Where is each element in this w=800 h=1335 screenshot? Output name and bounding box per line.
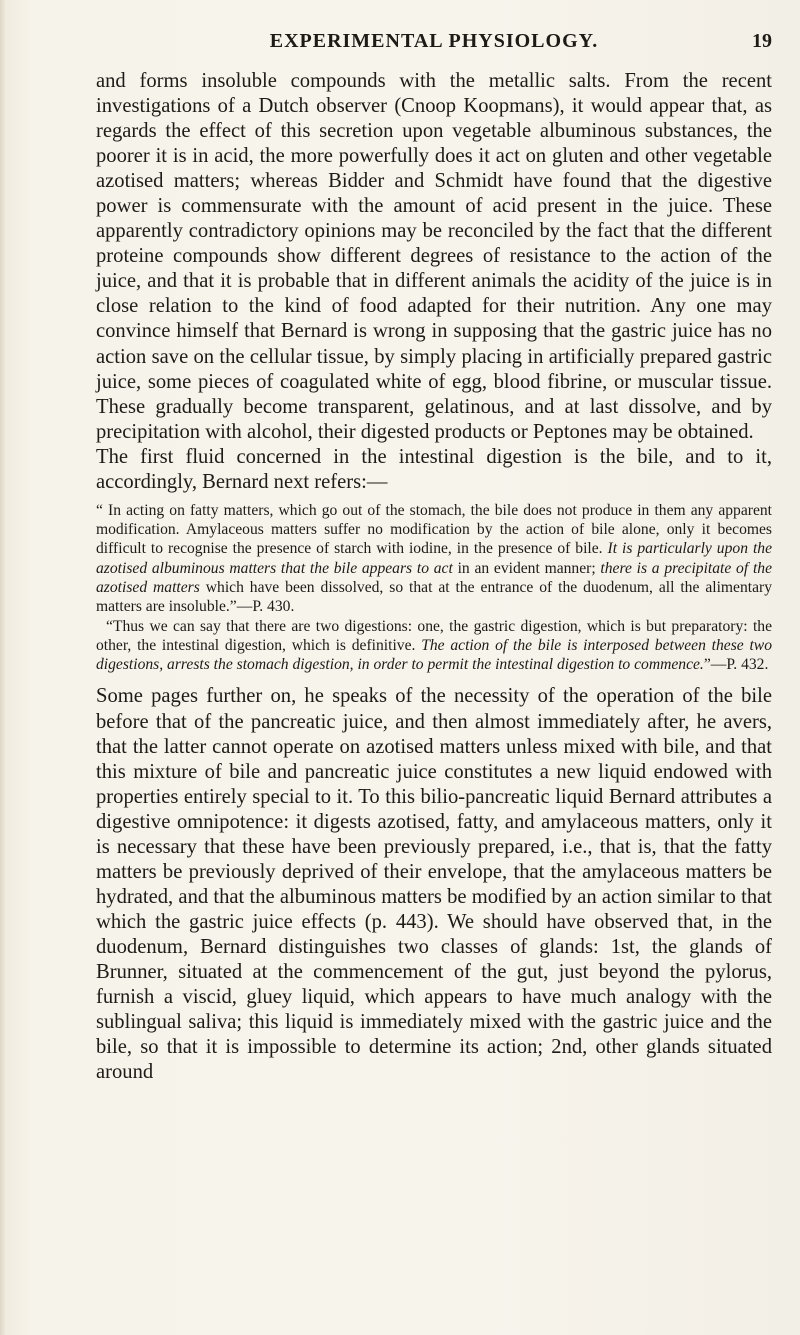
page-gutter-shadow (0, 0, 6, 1335)
quote-1 (96, 501, 772, 617)
page-header (96, 30, 772, 60)
paragraph-2: The first fluid concerned in the intestinal digestion is the bile, and to it, accordingly, Bernard next refers:— (96, 445, 772, 493)
quote-1-text: “ In acting on fatty matters, which go out of the stomach, the bile does not produce in them any apparent modification. Amylaceous matters suffer no modification by the action of bile alone, only it becomes difficult to recognise the presence of starch with iodine, in the presence of bile. (96, 501, 772, 558)
quote-1-text-b: in an evident manner; (452, 559, 601, 577)
paragraph-3: Some pages further on, he speaks of the necessity of the operation of the bile before that of the pancreatic juice, and then almost immediately after, he avers, that the latter cannot operate on azotised matters unless mixed with bile, and that this mixture of bile and pancreatic juice constitutes a new liquid endowed with properties entirely special to it. To this bilio-pancreatic liquid Bernard attributes a digestive omnipotence: it digests azotised, fatty, and amylaceous matters, only it is necessary that these have been previously prepared, i.e., that is, that the fatty matters be previously deprived of their envelope, that the amylaceous matters be hydrated, and that the albuminous matters be modified by an action similar to that which the gastric juice effects (p. 443). We should have observed that, in the duodenum, Bernard distinguishes two classes of glands: 1st, the glands of Brunner, situated at the commencement of the gut, just beyond the pylorus, furnish a viscid, gluey liquid, which appears to have much analogy with the sublingual saliva; this liquid is immediately mixed with the gastric juice and the bile, so that it is impossible to determine its action; 2nd, other glands situated around (96, 685, 772, 1084)
page-number: 19 (752, 30, 772, 52)
quote-1-italic-a: It is particularly upon the azotised albuminous matters that the bile appears to act (96, 540, 772, 577)
quote-1-italic-b: there is a precipitate of the azotised matters (96, 559, 772, 596)
quote-1-text-c: which have been dissolved, so that at the entrance of the duodenum, all the alimentary matters are insoluble.”—P. 430. (96, 578, 772, 616)
quote-2-text: “Thus we can say that there are two digestions: one, the gastric digestion, which is but preparatory: the other, the intestinal digestion, which is definitive. (96, 617, 772, 654)
quote-2-citation: ”—P. 432. (703, 656, 769, 674)
spacer (96, 674, 772, 684)
quote-2 (96, 617, 772, 675)
running-head: EXPERIMENTAL PHYSIOLOGY. (269, 30, 599, 52)
quote-2-italic: The action of the bile is interposed between these two digestions, arrests the stomach digestion, in order to permit the intestinal digestion to commence. (96, 636, 772, 674)
paragraph-1: and forms insoluble compounds with the metallic salts. From the recent investigations of a Dutch observer (Cnoop Koopmans), it would appear that, as regards the effect of this secretion upon vegetable albuminous substances, the poorer it is in acid, the more powerfully does it act on gluten and other vegetable azotised matters; whereas Bidder and Schmidt have found that the digestive power is commensurate with the amount of acid present in the juice. These apparently contradictory opinions may be reconciled by the fact that the different proteine compounds show different degrees of resistance to the action of the juice, and that it is probable that in different animals the acidity of the juice is in close relation to the kind of food adapted for their nutrition. Any one may convince himself that Bernard is wrong in supposing that the gastric juice has no action save on the cellular tissue, by simply placing in artificially prepared gastric juice, some pieces of coagulated white of egg, blood fibrine, or muscular tissue. These gradually become transparent, gelatinous, and at last dissolve, and by precipitation with alcohol, their digested products or Peptones may be obtained. (96, 70, 772, 443)
page-body (96, 69, 772, 1085)
